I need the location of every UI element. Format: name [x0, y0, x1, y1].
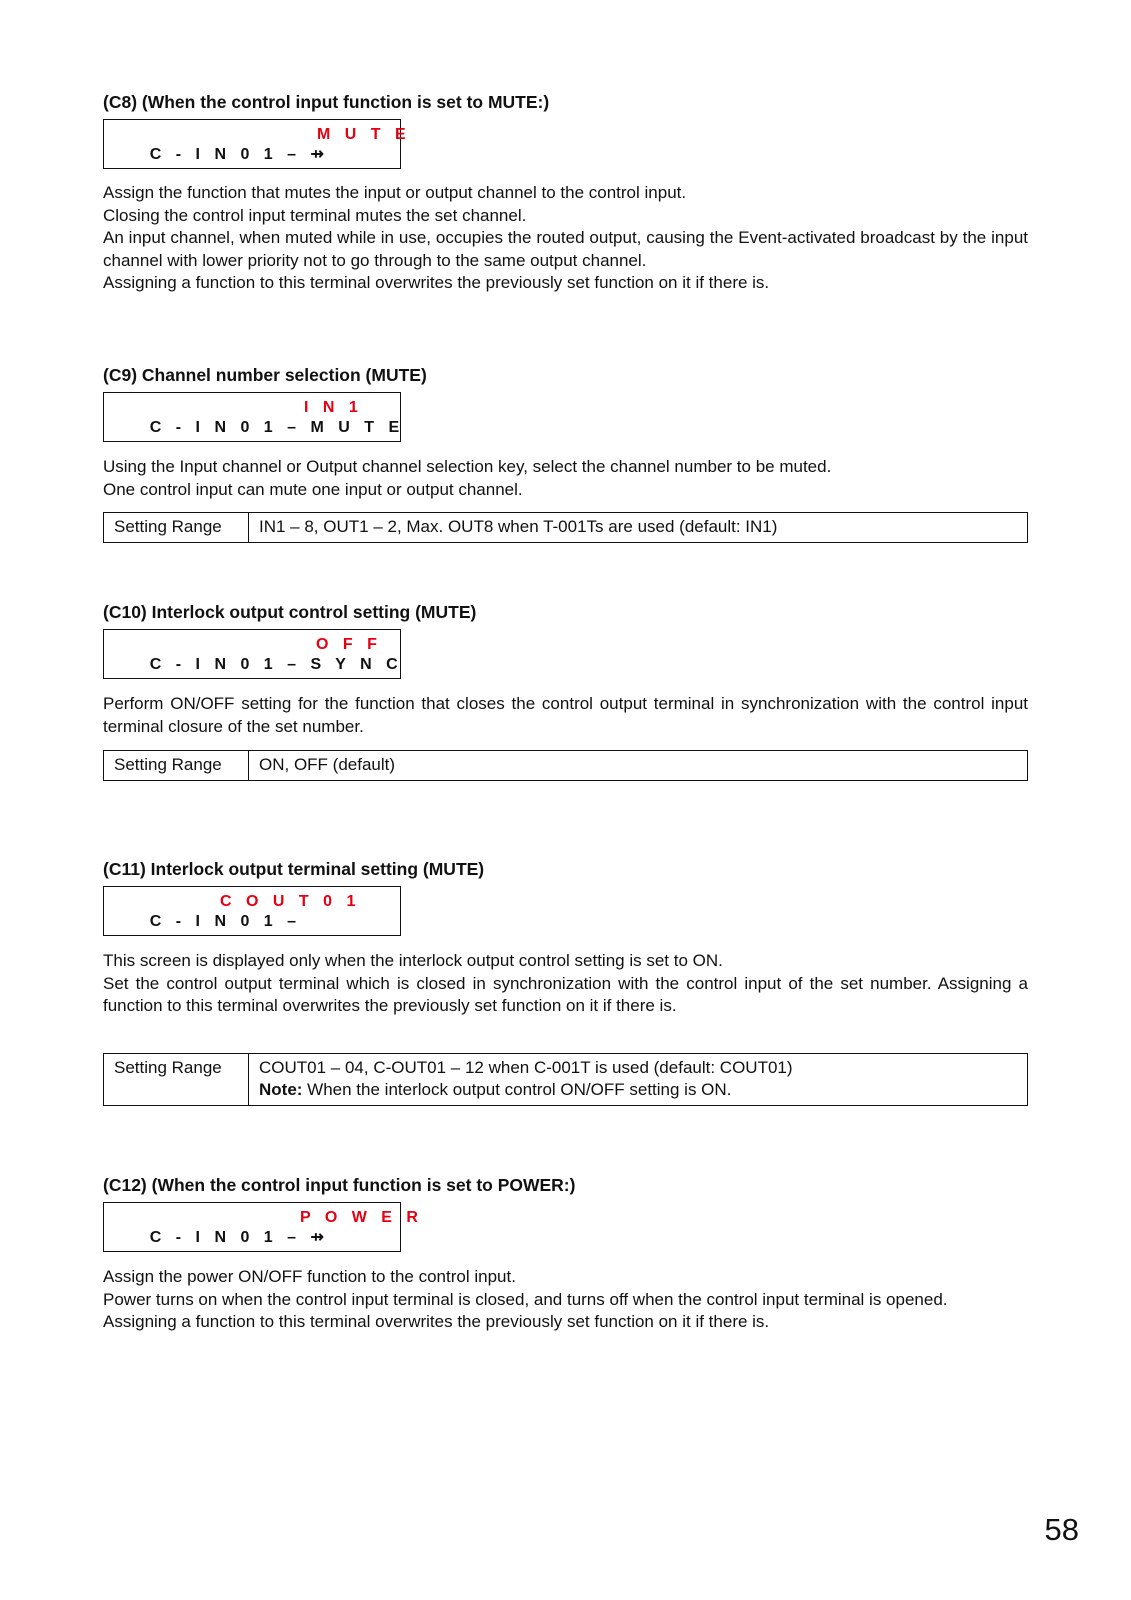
section-body [103, 182, 1028, 295]
section-body [103, 1266, 1028, 1334]
paragraph: Perform ON/OFF setting for the function that closes the control output terminal in synchronization with the control input terminal closure of the set number. [103, 694, 1028, 736]
paragraph: One control input can mute one input or output channel. [103, 479, 523, 499]
lcd-display [103, 886, 401, 936]
lcd-value: C O U T 0 1 [220, 893, 361, 910]
lcd-display [103, 1202, 423, 1252]
paragraph: Assigning a function to this terminal overwrites the previously set function on it if there is. [103, 1312, 770, 1331]
setting-range-label: Setting Range [104, 1053, 249, 1105]
paragraph: Set the control output terminal which is closed in synchronization with the control input of the set number. Assigning a function to this terminal overwrites the previously set function on it if there is. [103, 973, 1028, 1015]
lcd-prefix: C - I N 0 1 – [149, 913, 302, 930]
paragraph: Assigning a function to this terminal overwrites the previously set function on it if there is. [103, 273, 770, 292]
lcd-prefix: C - I N 0 1 – M U T E [149, 419, 405, 436]
paragraph: Closing the control input terminal mutes the set channel. [103, 205, 527, 225]
setting-range-value-cell [249, 1053, 1028, 1105]
section-body [103, 456, 1028, 501]
lcd-prefix: C - I N 0 1 – ⇸ [149, 146, 329, 163]
setting-range-note [259, 1079, 1017, 1101]
section-heading: (C9) Channel number selection (MUTE) [103, 365, 427, 385]
setting-range-table [103, 512, 1028, 543]
lcd-display [103, 629, 401, 679]
setting-range-label: Setting Range [104, 751, 249, 781]
setting-range-table [103, 1053, 1028, 1106]
lcd-prefix: C - I N 0 1 – ⇸ [149, 1229, 329, 1246]
lcd-display [103, 392, 405, 442]
section-c10 [103, 601, 1028, 781]
paragraph: This screen is displayed only when the interlock output control setting is set to ON. [103, 951, 723, 970]
section-heading: (C12) (When the control input function is set to POWER:) [103, 1175, 576, 1195]
setting-range-value: ON, OFF (default) [249, 751, 1028, 781]
lcd-prefix: C - I N 0 1 – S Y N C [149, 656, 403, 673]
paragraph: Using the Input channel or Output channel selection key, select the channel number to be muted. [103, 457, 832, 476]
lcd-display [103, 119, 411, 169]
paragraph: An input channel, when muted while in use, occupies the routed output, causing the Event-activated broadcast by the input channel with lower priority not to go through to the same output channel. [103, 228, 1028, 270]
section-c11 [103, 858, 1028, 1106]
note-text: When the interlock output control ON/OFF setting is ON. [302, 1079, 732, 1099]
section-heading: (C10) Interlock output control setting (MUTE) [103, 602, 477, 622]
section-body [103, 693, 1028, 738]
section-c9 [103, 364, 1028, 543]
page-number: 58 [1044, 1512, 1079, 1547]
note-label: Note: [259, 1079, 303, 1099]
section-heading: (C11) Interlock output terminal setting (MUTE) [103, 859, 485, 879]
section-c8 [103, 91, 1028, 295]
lcd-value: I N 1 [304, 399, 363, 416]
lcd-value: O F F [316, 636, 382, 653]
lcd-value: P O W E R [300, 1209, 423, 1226]
lcd-value: M U T E [317, 126, 411, 143]
setting-range-table [103, 750, 1028, 781]
section-c12 [103, 1174, 1028, 1334]
section-heading: (C8) (When the control input function is set to MUTE:) [103, 92, 550, 112]
setting-range-label: Setting Range [104, 513, 249, 543]
setting-range-value: COUT01 – 04, C-OUT01 – 12 when C-001T is used (default: COUT01) [259, 1057, 793, 1077]
section-body [103, 950, 1028, 1018]
setting-range-value: IN1 – 8, OUT1 – 2, Max. OUT8 when T-001Ts are used (default: IN1) [249, 513, 1028, 543]
paragraph: Power turns on when the control input terminal is closed, and turns off when the control input terminal is opened. [103, 1289, 948, 1309]
paragraph: Assign the power ON/OFF function to the control input. [103, 1267, 516, 1286]
paragraph: Assign the function that mutes the input or output channel to the control input. [103, 183, 687, 202]
